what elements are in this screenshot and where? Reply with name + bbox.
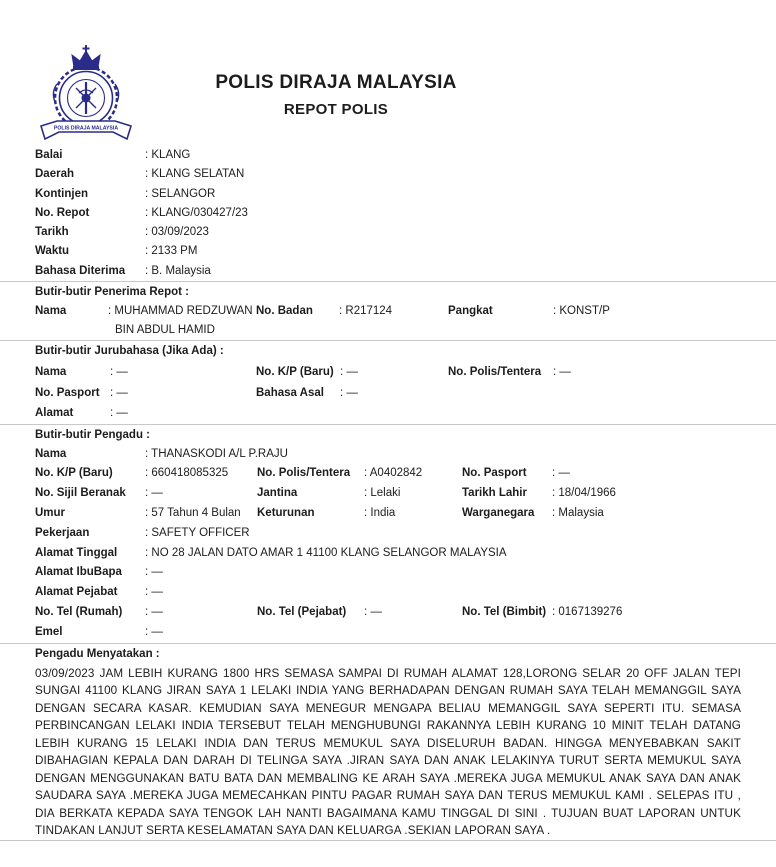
field-label: Keturunan <box>257 506 315 519</box>
field-label: No. Repot <box>35 206 90 219</box>
field-label: Alamat Pejabat <box>35 586 118 599</box>
field-row-bahasa-diterima <box>35 262 741 281</box>
field-label: No. Tel (Pejabat) <box>257 605 347 618</box>
field-label: Balai <box>35 149 63 161</box>
pengadu-row-nama <box>35 445 741 465</box>
field-value: : — <box>145 625 163 638</box>
field-label: Nama <box>35 447 67 460</box>
field-value: : — <box>552 467 570 480</box>
field-row-kontinjen <box>35 185 741 204</box>
jurubahasa-row <box>35 403 741 424</box>
field-value: : 2133 PM <box>145 245 198 258</box>
pengadu-row-alamat-pejabat <box>35 583 741 603</box>
field-label: No. Polis/Tentera <box>257 467 351 480</box>
pengadu-row <box>35 504 741 524</box>
field-value: : — <box>145 487 163 500</box>
penerima-section <box>0 302 776 340</box>
field-label: No. Badan <box>256 305 313 318</box>
bottom-divider <box>0 840 776 841</box>
field-label: No. K/P (Baru) <box>256 366 334 379</box>
field-row-balai <box>35 146 741 165</box>
field-value: : 0167139276 <box>552 605 623 618</box>
penerima-nama-line2: BIN ABDUL HAMID <box>115 324 215 337</box>
page-subtitle: REPOT POLIS <box>283 101 389 118</box>
field-value: : 57 Tahun 4 Bulan <box>145 506 241 519</box>
field-value: : NO 28 JALAN DATO AMAR 1 41100 KLANG SELANGOR MALAYSIA <box>145 546 507 559</box>
statement-heading: Pengadu Menyatakan : <box>35 647 160 660</box>
field-value: : B. Malaysia <box>145 264 211 277</box>
pengadu-row-alamat-ibubapa <box>35 563 741 583</box>
field-label: Warganegara <box>462 506 535 519</box>
field-value: : — <box>340 366 358 379</box>
pengadu-row-alamat-tinggal <box>35 544 741 564</box>
field-label: Bahasa Diterima <box>35 264 126 277</box>
field-value: : THANASKODI A/L P.RAJU <box>145 447 288 460</box>
field-label: Nama <box>35 305 67 318</box>
penerima-heading: Butir-butir Penerima Repot : <box>35 286 189 299</box>
jurubahasa-row <box>35 383 741 404</box>
field-value: : — <box>145 605 163 618</box>
field-label: Emel <box>35 625 63 638</box>
field-label: Daerah <box>35 168 74 181</box>
field-label: Umur <box>35 506 66 519</box>
field-label: No. Pasport <box>35 386 100 399</box>
penerima-row <box>35 302 741 321</box>
section-divider <box>0 643 776 644</box>
field-value: : SAFETY OFFICER <box>145 526 250 539</box>
pengadu-row <box>35 464 741 484</box>
pengadu-section <box>0 445 776 643</box>
section-divider <box>0 424 776 425</box>
field-label: Tarikh Lahir <box>462 487 527 500</box>
crest-banner-text: POLIS DIRAJA MALAYSIA <box>53 125 119 132</box>
field-label: No. K/P (Baru) <box>35 467 113 480</box>
field-value: : 18/04/1966 <box>552 487 616 500</box>
field-label: No. Pasport <box>462 467 527 480</box>
police-crest-icon <box>33 44 139 146</box>
field-label: Nama <box>35 366 67 379</box>
field-row-daerah <box>35 165 741 184</box>
field-label: Tarikh <box>35 226 69 239</box>
page-title: POLIS DIRAJA MALAYSIA <box>215 72 457 93</box>
field-value: : 660418085325 <box>145 467 229 480</box>
field-value: : — <box>110 366 128 379</box>
field-value: : — <box>145 586 163 599</box>
field-label: Alamat IbuBapa <box>35 566 122 579</box>
pengadu-row-pekerjaan <box>35 524 741 544</box>
field-value: : India <box>364 506 396 519</box>
field-label: No. Polis/Tentera <box>448 366 542 379</box>
field-value: : A0402842 <box>364 467 423 480</box>
field-label: Jantina <box>257 487 298 500</box>
field-value: : KONST/P <box>553 305 610 318</box>
field-value: : SELANGOR <box>145 187 216 200</box>
section-divider <box>0 340 776 341</box>
field-label: No. Tel (Rumah) <box>35 605 123 618</box>
field-value: : KLANG SELATAN <box>145 168 245 181</box>
field-value: : — <box>145 566 163 579</box>
field-label: Kontinjen <box>35 187 89 200</box>
field-value: : Lelaki <box>364 487 401 500</box>
report-header <box>0 0 776 146</box>
jurubahasa-section <box>0 362 776 424</box>
pengadu-row <box>35 484 741 504</box>
field-value: : — <box>340 386 358 399</box>
field-value: : KLANG/030427/23 <box>145 206 248 219</box>
field-label: No. Sijil Beranak <box>35 487 126 500</box>
field-row-tarikh <box>35 223 741 242</box>
field-row-waktu <box>35 242 741 261</box>
field-value: : MUHAMMAD REDZUWAN <box>108 305 253 318</box>
field-label: Pangkat <box>448 305 493 318</box>
field-row-no-repot <box>35 204 741 223</box>
jurubahasa-heading: Butir-butir Jurubahasa (Jika Ada) : <box>35 345 224 358</box>
field-value: : — <box>110 386 128 399</box>
field-label: Pekerjaan <box>35 526 90 539</box>
pengadu-heading: Butir-butir Pengadu : <box>35 428 150 441</box>
field-label: Alamat Tinggal <box>35 546 118 559</box>
field-label: No. Tel (Bimbit) <box>462 605 547 618</box>
field-value: : KLANG <box>145 149 191 161</box>
field-value: : — <box>110 407 128 420</box>
statement-text: 03/09/2023 JAM LEBIH KURANG 1800 HRS SEMASA SAMPAI DI RUMAH ALAMAT 128,LORONG SELAR 20 OFF JALAN TEPI SUNGAI 41100 KLANG JIRAN SAYA 1 LELAKI INDIA YANG BERHADAPAN DENGAN RUMAH SAYA TELAH MEMANGGIL SAYA DENGAN SECARA KASAR. KEMUDIAN SAYA MENEGUR MENGAPA BELIAU MEMANGGIL SAYA SEPERTI ITU. SEMASA PERBINCANGAN LELAKI INDIA TERSEBUT TELAH MENGHUBUNGI RAKANNYA LEBIH KURANG 10 MINIT TELAH DATANG LEBIH KURANG 15 LELAKI INDIA DAN TERUS MEMUKUL SAYA DISELURUH BADAN. HINGGA MENYEBABKAN SAKIT DIBAHAGIAN KEPALA DAN DARAH DI TELINGA SAYA .JIRAN SAYA DAN ANAK LELAKINYA TURUT SERTA MEMUKUL SAYA DENGAN MENGGUNAKAN BATU BATA DAN MEMBALING KE ARAH SAYA .MEREKA JUGA MEMUKUL ANAK SAYA DAN ANAK SAUDARA SAYA .MEREKA JUGA MEMECAHKAN PINTU PAGAR RUMAH SAYA DAN TERUS MEMUKUL KAMI . SELEPAS ITU , DIA BERKATA KEPADA SAYA TENGOK LAH NANTI BAGAIMANA KAMU TINGGAL DI SINI . TUJUAN BUAT LAPORAN UNTUK TINDAKAN LANJUT SERTA KESELAMATAN SAYA DAN KELUARGA .SEKIAN LAPORAN SAYA . <box>35 666 741 838</box>
pengadu-row-emel <box>35 623 741 643</box>
field-value: : Malaysia <box>552 506 604 519</box>
section-divider <box>0 281 776 282</box>
field-value: : — <box>364 605 382 618</box>
field-value: : — <box>553 366 571 379</box>
jurubahasa-row <box>35 362 741 383</box>
field-value: : R217124 <box>339 305 393 318</box>
title-block <box>140 72 532 118</box>
field-label: Alamat <box>35 407 74 420</box>
pengadu-row-telephones <box>35 603 741 623</box>
field-value: : 03/09/2023 <box>145 226 209 239</box>
field-label: Bahasa Asal <box>256 386 324 399</box>
report-info-section <box>0 146 776 281</box>
field-label: Waktu <box>35 245 70 258</box>
